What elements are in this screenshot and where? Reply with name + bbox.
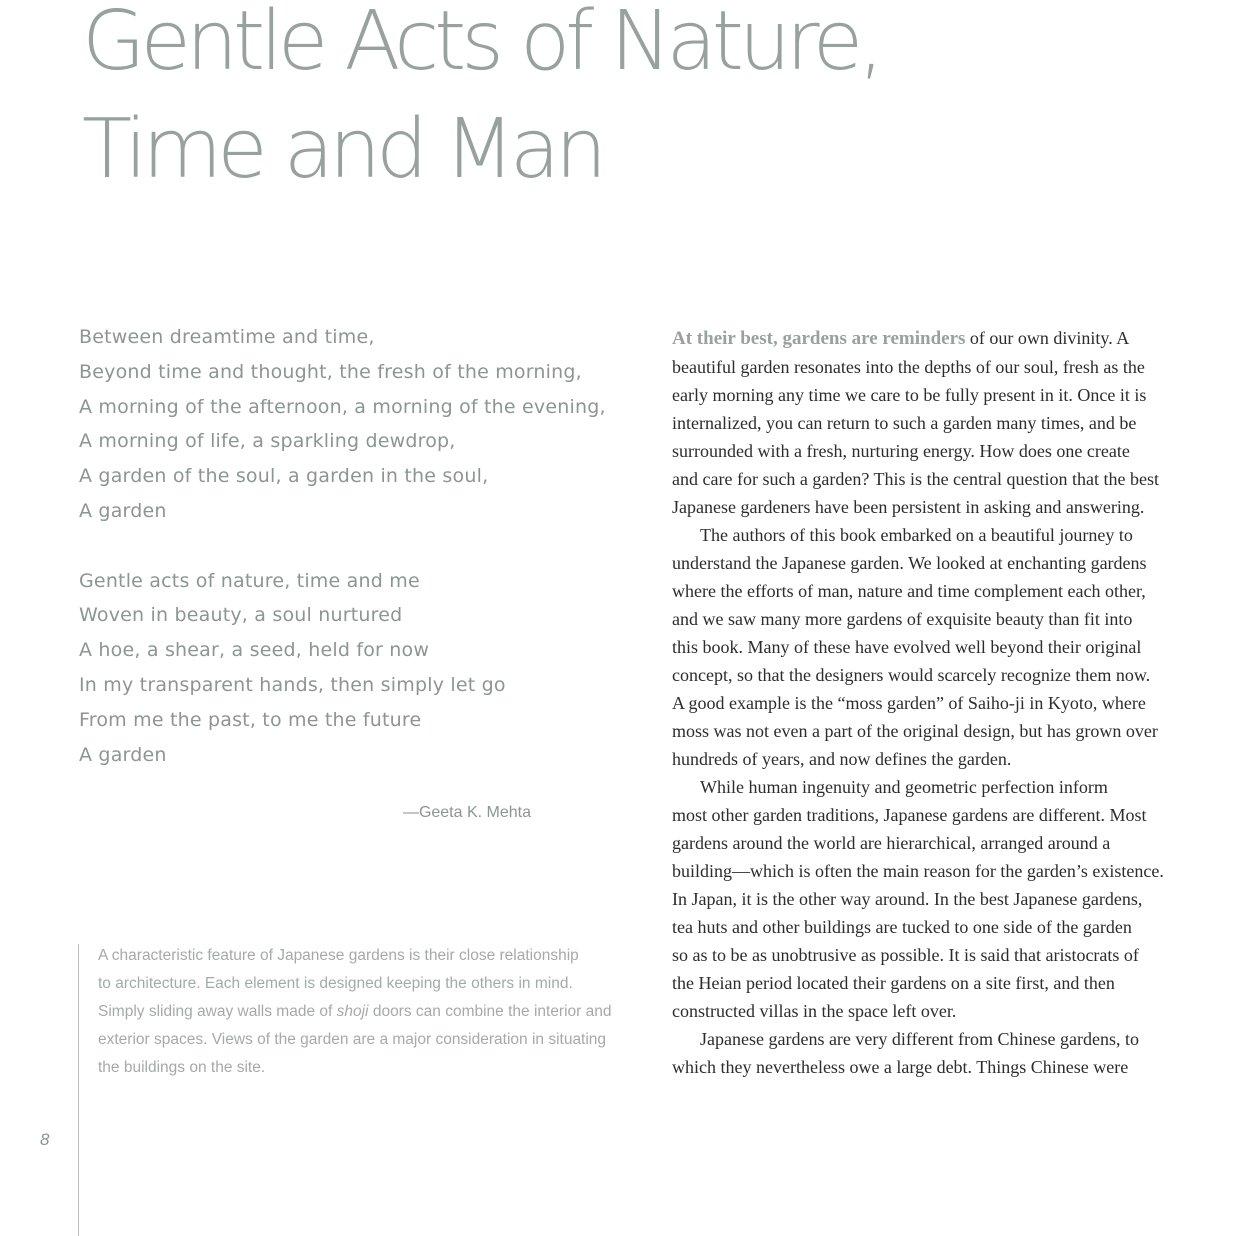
caption-text: doors can combine the interior and bbox=[368, 1003, 612, 1020]
poem-line: A garden bbox=[79, 499, 167, 522]
body-line: gardens around the world are hierarchical, arranged around a bbox=[672, 833, 1111, 853]
body-line: In Japan, it is the other way around. In the best Japanese gardens, bbox=[672, 889, 1143, 909]
body-line: Japanese gardeners have been persistent in asking and answering. bbox=[672, 497, 1145, 517]
body-line: beautiful garden resonates into the depths of our soul, fresh as the bbox=[672, 357, 1145, 377]
body-line: Japanese gardens are very different from Chinese gardens, to bbox=[700, 1029, 1139, 1049]
poem-line: A garden bbox=[79, 743, 167, 766]
body-text bbox=[672, 324, 1212, 1081]
body-line: most other garden traditions, Japanese gardens are different. Most bbox=[672, 805, 1147, 825]
caption-line: to architecture. Each element is designed keeping the others in mind. bbox=[98, 975, 573, 992]
poem-line: Woven in beauty, a soul nurtured bbox=[79, 604, 403, 627]
body-text-run: of our own divinity. A bbox=[965, 328, 1130, 348]
poem-attribution: —Geeta K. Mehta bbox=[402, 804, 531, 821]
poem-line: Between dreamtime and time, bbox=[79, 326, 375, 348]
body-line: early morning any time we care to be fully present in it. Once it is bbox=[672, 385, 1147, 405]
caption-line bbox=[98, 998, 638, 1026]
poem-stanza bbox=[79, 320, 639, 529]
body-line: surrounded with a fresh, nurturing energy. How does one create bbox=[672, 441, 1130, 461]
title-line: Gentle Acts of Nature, bbox=[82, 0, 880, 89]
caption bbox=[98, 942, 638, 1082]
body-line: hundreds of years, and now defines the garden. bbox=[672, 749, 1012, 769]
body-line: internalized, you can return to such a garden many times, and be bbox=[672, 413, 1137, 433]
title-line: Time and Man bbox=[82, 102, 603, 197]
caption-line: the buildings on the site. bbox=[98, 1059, 266, 1076]
body-line: constructed villas in the space left over. bbox=[672, 1001, 957, 1021]
body-line: the Heian period located their gardens on a site first, and then bbox=[672, 973, 1115, 993]
page-title bbox=[82, 0, 879, 204]
poem bbox=[79, 320, 639, 772]
caption-line: exterior spaces. Views of the garden are a major consideration in situating bbox=[98, 1031, 607, 1048]
poem-stanza bbox=[79, 564, 639, 773]
body-line: A good example is the “moss garden” of Saiho-ji in Kyoto, where bbox=[672, 693, 1146, 713]
poem-line: From me the past, to me the future bbox=[79, 708, 422, 731]
body-line: The authors of this book embarked on a beautiful journey to bbox=[700, 525, 1133, 545]
body-line bbox=[672, 324, 1212, 353]
body-line: where the efforts of man, nature and time complement each other, bbox=[672, 581, 1146, 601]
body-line: so as to be as unobtrusive as possible. It is said that aristocrats of bbox=[672, 945, 1139, 965]
poem-line: In my transparent hands, then simply let go bbox=[79, 673, 506, 696]
body-line: concept, so that the designers would scarcely recognize them now. bbox=[672, 665, 1151, 685]
body-line: understand the Japanese garden. We looked at enchanting gardens bbox=[672, 553, 1147, 573]
body-line: and we saw many more gardens of exquisite beauty than fit into bbox=[672, 609, 1133, 629]
caption-rule bbox=[78, 944, 79, 1236]
poem-line: A hoe, a shear, a seed, held for now bbox=[79, 639, 430, 662]
body-line: moss was not even a part of the original design, but has grown over bbox=[672, 721, 1158, 741]
poem-line: A morning of life, a sparkling dewdrop, bbox=[79, 430, 456, 453]
body-line: tea huts and other buildings are tucked to one side of the garden bbox=[672, 917, 1132, 937]
body-line: While human ingenuity and geometric perfection inform bbox=[700, 777, 1108, 797]
poem-line: Beyond time and thought, the fresh of the morning, bbox=[79, 360, 582, 383]
page-number: 8 bbox=[40, 1130, 50, 1149]
caption-line: A characteristic feature of Japanese gardens is their close relationship bbox=[98, 947, 579, 964]
body-line: this book. Many of these have evolved well beyond their original bbox=[672, 637, 1142, 657]
caption-italic-term: shoji bbox=[336, 1003, 369, 1020]
lead-in: At their best, gardens are reminders bbox=[672, 328, 966, 349]
poem-line: A morning of the afternoon, a morning of the evening, bbox=[79, 395, 606, 418]
poem-line: Gentle acts of nature, time and me bbox=[79, 569, 420, 592]
body-line: and care for such a garden? This is the central question that the best bbox=[672, 469, 1159, 489]
body-line: which they nevertheless owe a large debt. Things Chinese were bbox=[672, 1057, 1129, 1077]
caption-text: Simply sliding away walls made of bbox=[98, 1003, 337, 1020]
poem-line: A garden of the soul, a garden in the soul, bbox=[79, 465, 489, 488]
body-line: building—which is often the main reason for the garden’s existence. bbox=[672, 861, 1164, 881]
